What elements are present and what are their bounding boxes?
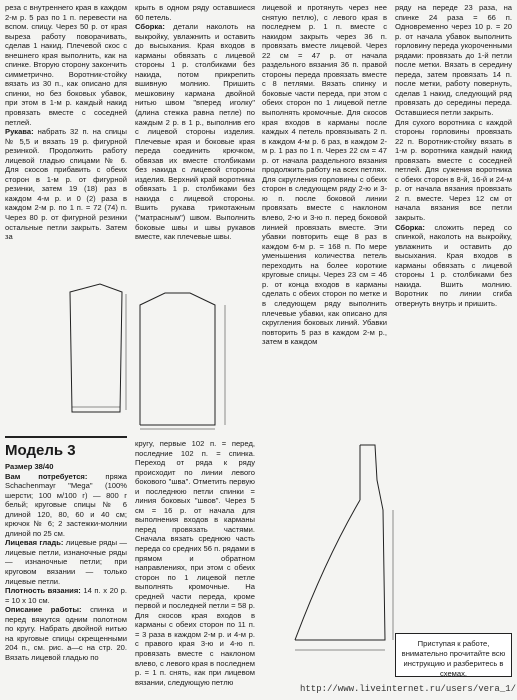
paragraph: 14 п. x 20 р. = 10 x 10 см. [5,586,127,605]
label-description: Описание работы: [5,605,82,615]
size-heading: Размер 38/40 [5,462,54,471]
source-url: http://www.liveinternet.ru/users/vera_1/ [300,684,517,694]
paragraph: реза с внутреннего края в каждом 2-м р. 5 раз по 1 п. перевести на вспом. спицу. Через 50 р. от края выреза работу поворачивать, сделав 1 накид. Плечевой скос с внешнего края выполнить, как на спинке. Вторую сторону закончить симметрично. Воротник-стойку вязать из 30 п., как описано для спинки, но без боковых убавок, при этом в 1-м р. каждый накид провязать вместе с соседней петлей. [5,3,127,127]
model-title: Модель 3 [5,442,76,459]
label-assembly: Сборка: [395,222,425,232]
text-column-2 [135,3,255,242]
label-stitch: Лицевая гладь: [5,538,64,548]
note-text: Приступая к работе, внимательно прочитайте всю инструкцию и разберитесь в схемах. [401,639,506,678]
text-column-4 [395,3,512,309]
paragraph: Для сухого воротника с каждой стороны горловины провязать 22 п. Воротник-стойку вязать в 1-м р. воротника каждый накид провязать вместе с соседней петлей. Для сужения воротника с обеих сторон в 8-й, 16-й и 24-м р. от начала вязания провязать 2 п. вместе. Через 12 см от начала вязания все петли закрыть. [395,117,512,223]
model3-column-1 [5,462,127,662]
instruction-note [395,633,512,677]
paragraph: лицевые ряды — лицевые петли, изнаночные ряды — изнаночные петли; при круговом вязании — только лицевые петли. [5,538,127,586]
sleeve-pattern-diagram [60,282,132,432]
text-column-1 [5,3,127,242]
paragraph: пряжа Schachenmayr "Mega" (100% шерсти; 100 м/100 г) — 800 г бельй; круговые спицы № 6 длиной 120, 80, 60 и 40 см; крючок № 6; 2 застежки-молнии длиной по 25 см. [5,471,127,538]
model-heading-block [5,436,127,459]
label-assembly: Сборка: [135,22,165,32]
paragraph: крыть в одном ряду оставшиеся 60 петель. [135,3,255,22]
paragraph: кругу, первые 102 п. = перед, последние 102 п. = спинка. Переход от ряда к ряду происходит по линии левого бокового "шва". Отметить первую и последнюю петли спинки = линия боковых "швов". Через 5 см = 16 р. от начала для выполнения входов в карманы перед провязать частями. Сначала вязать среднюю часть переда со средних 56 п. рядами в прямом и обратном направлениях, при этом с обеих сторон по 1 лицевой петле выполнять кромочные. На средней части переда, кроме первой и последней петли = 58 р. Для скосов края входов в карманы с обеих сторон по 11 п. = 3 раза в каждом 2-м р. и 4-м р. с правого края 3-ю и 4-ю п. провязать вместе с наклоном влево, с левого края в последнем р. = 1 п. снять, как при лицевом вязании, следующую петлю [135,439,255,687]
paragraph: спинка и перед вяжутся одним полотном по кругу. Набрать двойной нитью на круговые спицы скрещенными 204 п., см. рис. а—с на стр. 20. Вязать лицевой гладью по [5,605,127,662]
paragraph: лицевой и протянуть через нее снятую петлю), с левого края в последнем р. 1 п. вместе с накидом закрыть через 36 п. провязать вместе лицевой. Через 22 см = 47 р. от начала раздельного вязания 36 п. правой стороны переда провязать вместе с 8 петлями. Вязать спинку и боковые части переда, при этом с обеих сторон по 1 лицевой петле выполнять кромочные. Для скосов края входов в карманы после каждых 4 петель провязывать 2 п. в каждом 4-м р. 6 раз, в каждом 2-м р. 1 раз по 1 п. Через 22 см = 47 р. от начала раздельного вязания продолжить работу на всех петлях. [262,3,387,175]
paragraph: набрать 32 п. на спицы № 5,5 и вязать 19 р. фигурной резинкой. Продолжить работу лицевой гладью спицами № 6. Для скосов прибавить с обеих сторон в 1-м р. от фигурной резинки, затем 19 (18) раз в каждом 4-м р. и 0 (2) раза в каждом 2-м р. по 1 п. = 72 (74) п. Через 80 р. от фигурной резинки остальные петли закрыть. Затем за [5,127,127,242]
paragraph: ряду на переде 23 раза, на спинке 24 раза = 66 п. Одновременно через 10 р. = 20 р. от начала убавок выполнить горловину переда укороченными рядами: провязать до 1-й петли после метки. Вязать в середину переда, затем провязать 14 п. после метки, работу повернуть, сделав 1 накид, следующий ряд провязать до середины переда. Оставшиеся петли закрыть. [395,3,512,118]
paragraph: сложить перед со спинкой, наколоть на выкройку, увлажнить и оставить до высыхания. Края входов в карманы обвязать с лицевой стороны 1 р. столбиками без накида. Вшить молнию. Воротник по линии сгиба отвернуть внутрь и пришить. [395,222,512,308]
label-sleeves: Рукава: [5,127,34,137]
text-column-3 [262,3,387,347]
label-materials: Вам потребуется: [5,471,88,481]
paragraph: детали наколоть на выкройку, увлажнить и оставить до высыхания. Края входов в карманы обвязать с лицевой стороны 1 р. столбиками без накида, потом прикрепить вшивную молнию. Пришить мешковину кармана двойной нитью швом "вперед иголку" (длина стежка равна петле) по каждым 2 р. в 1 р., выполнив его с лицевой стороны изделия. Плечевые края и боковые края переда соединить крючком, обвязав их вместе столбиками без накида с лицевой стороны изделия. Верхний край воротника обвязать 1 р. столбиками без накида с лицевой стороны. Вшить рукава трикотажным ("матрасным") швом. Выполнить боковые швы и швы рукавов вместе, как плечевые швы. [135,22,255,242]
paragraph: Для скругления горловины с обеих сторон в следующем ряду 2-ю и 3-ю п. после боковой линии провязать вместе с наклоном влево, 2-ю и 3-ю п. перед боковой линией провязать вместе. Эти убавки повторить еще 8 раз в каждом 6-м р. = 168 п. По мере уменьшения количества петель переходить на более короткие круговые спицы. Через 23 см = 46 р. от конца входов в карманы сделать с обеих сторон по метке и в следующем ряду выполнить плечевые убавки, как описано для скругления боковых линий. Убавки повторить 5 раз в каждом 2-м р., затем в каждом [262,174,387,347]
body-pattern-diagram [135,285,257,433]
label-density: Плотность вязания: [5,586,81,596]
model3-column-2 [135,439,255,687]
